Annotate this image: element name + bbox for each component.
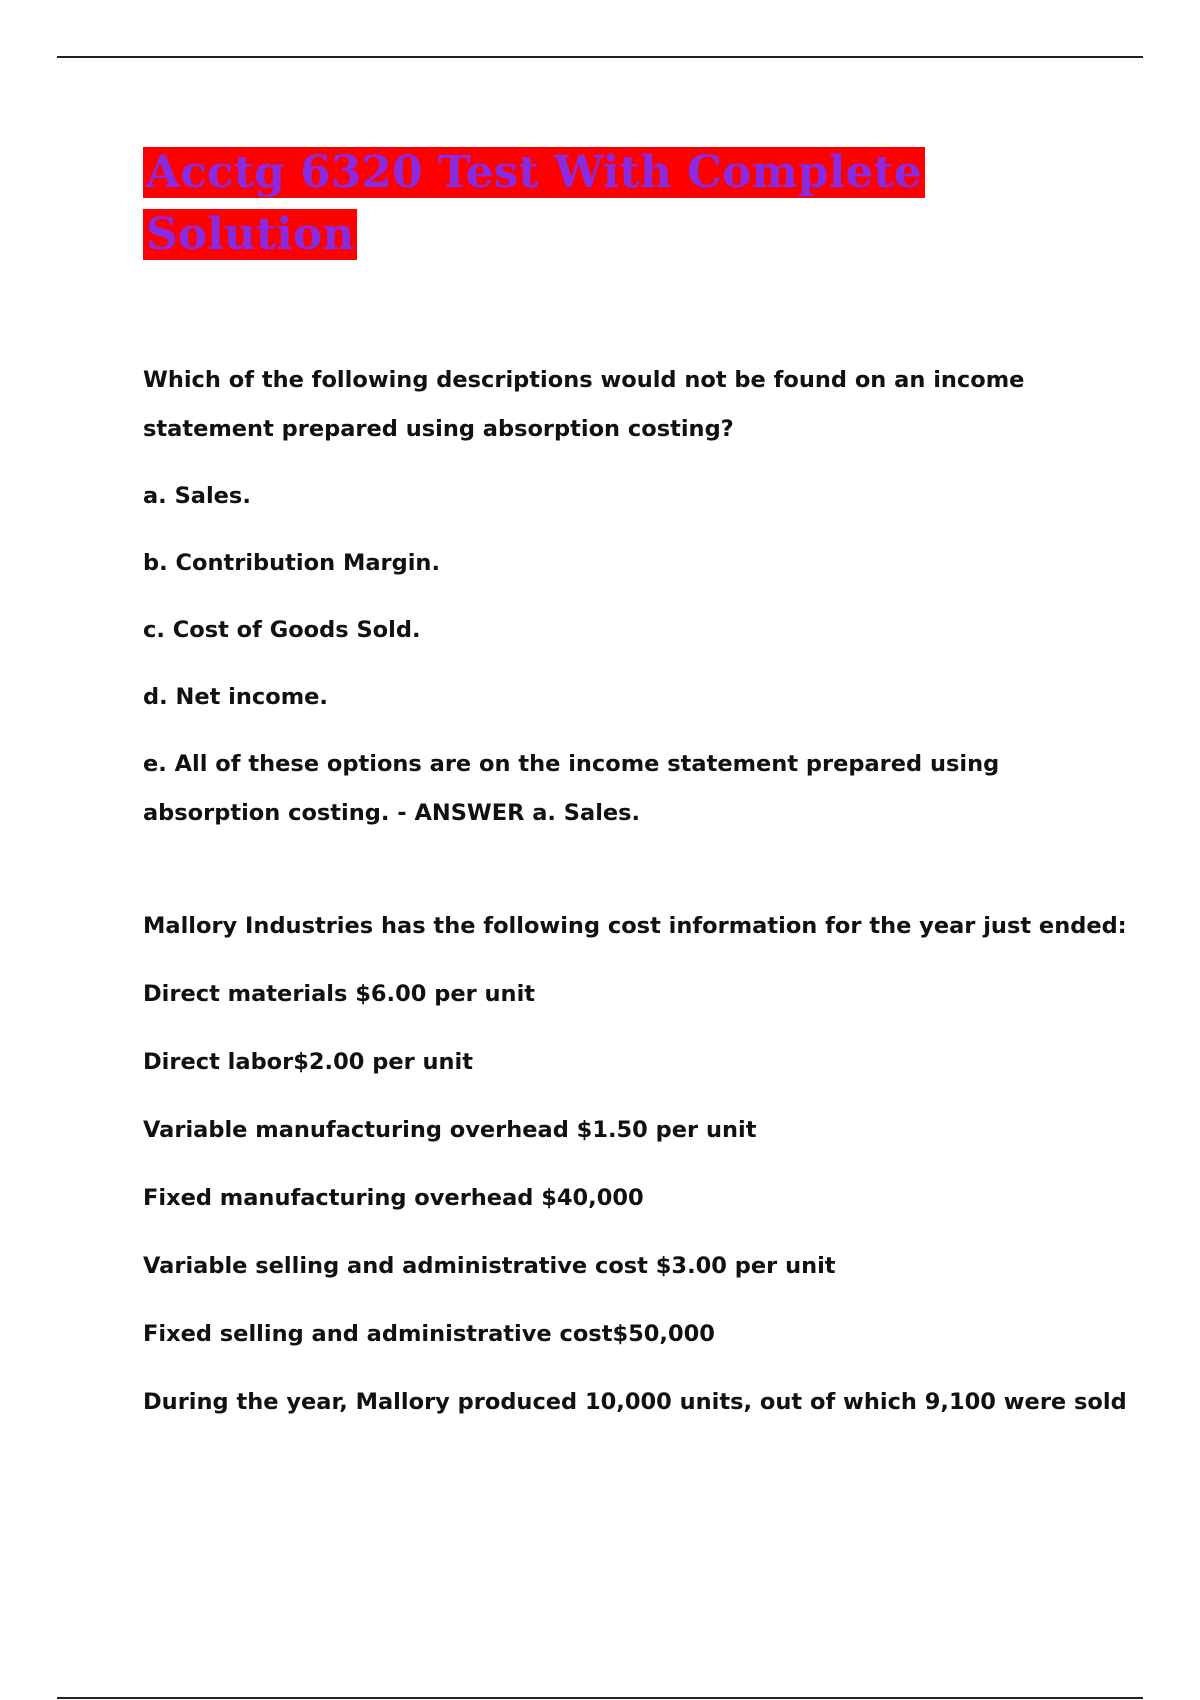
option-a: a. Sales. [143,483,251,509]
option-c: c. Cost of Goods Sold. [143,617,421,643]
question-1-text: Which of the following descriptions would not be found on an income statement prepared using absorption costing? [143,367,1025,442]
cost-line-direct-labor: Direct labor$2.00 per unit [143,1049,474,1075]
option-b: b. Contribution Margin. [143,550,440,576]
cost-line-direct-materials: Direct materials $6.00 per unit [143,981,536,1007]
header-rule [57,56,1143,58]
document-body [143,356,1143,1427]
option-d: d. Net income. [143,684,328,710]
document-title: Acctg 6320 Test With Complete Solution [143,142,963,266]
cost-line-variable-selling-admin: Variable selling and administrative cost $3.00 per unit [143,1253,836,1279]
cost-line-fixed-selling-admin: Fixed selling and administrative cost$50,000 [143,1321,715,1347]
question-2-intro: Mallory Industries has the following cost information for the year just ended: [143,913,1127,939]
question-2 [143,902,1143,1427]
option-e-with-answer: e. All of these options are on the income statement prepared using absorption costing. - ANSWER a. Sales. [143,751,1000,826]
cost-line-fixed-overhead: Fixed manufacturing overhead $40,000 [143,1185,644,1211]
footer-rule [57,1697,1143,1699]
cost-line-variable-overhead: Variable manufacturing overhead $1.50 per unit [143,1117,757,1143]
production-sales-line: During the year, Mallory produced 10,000 units, out of which 9,100 were sold [143,1389,1127,1415]
